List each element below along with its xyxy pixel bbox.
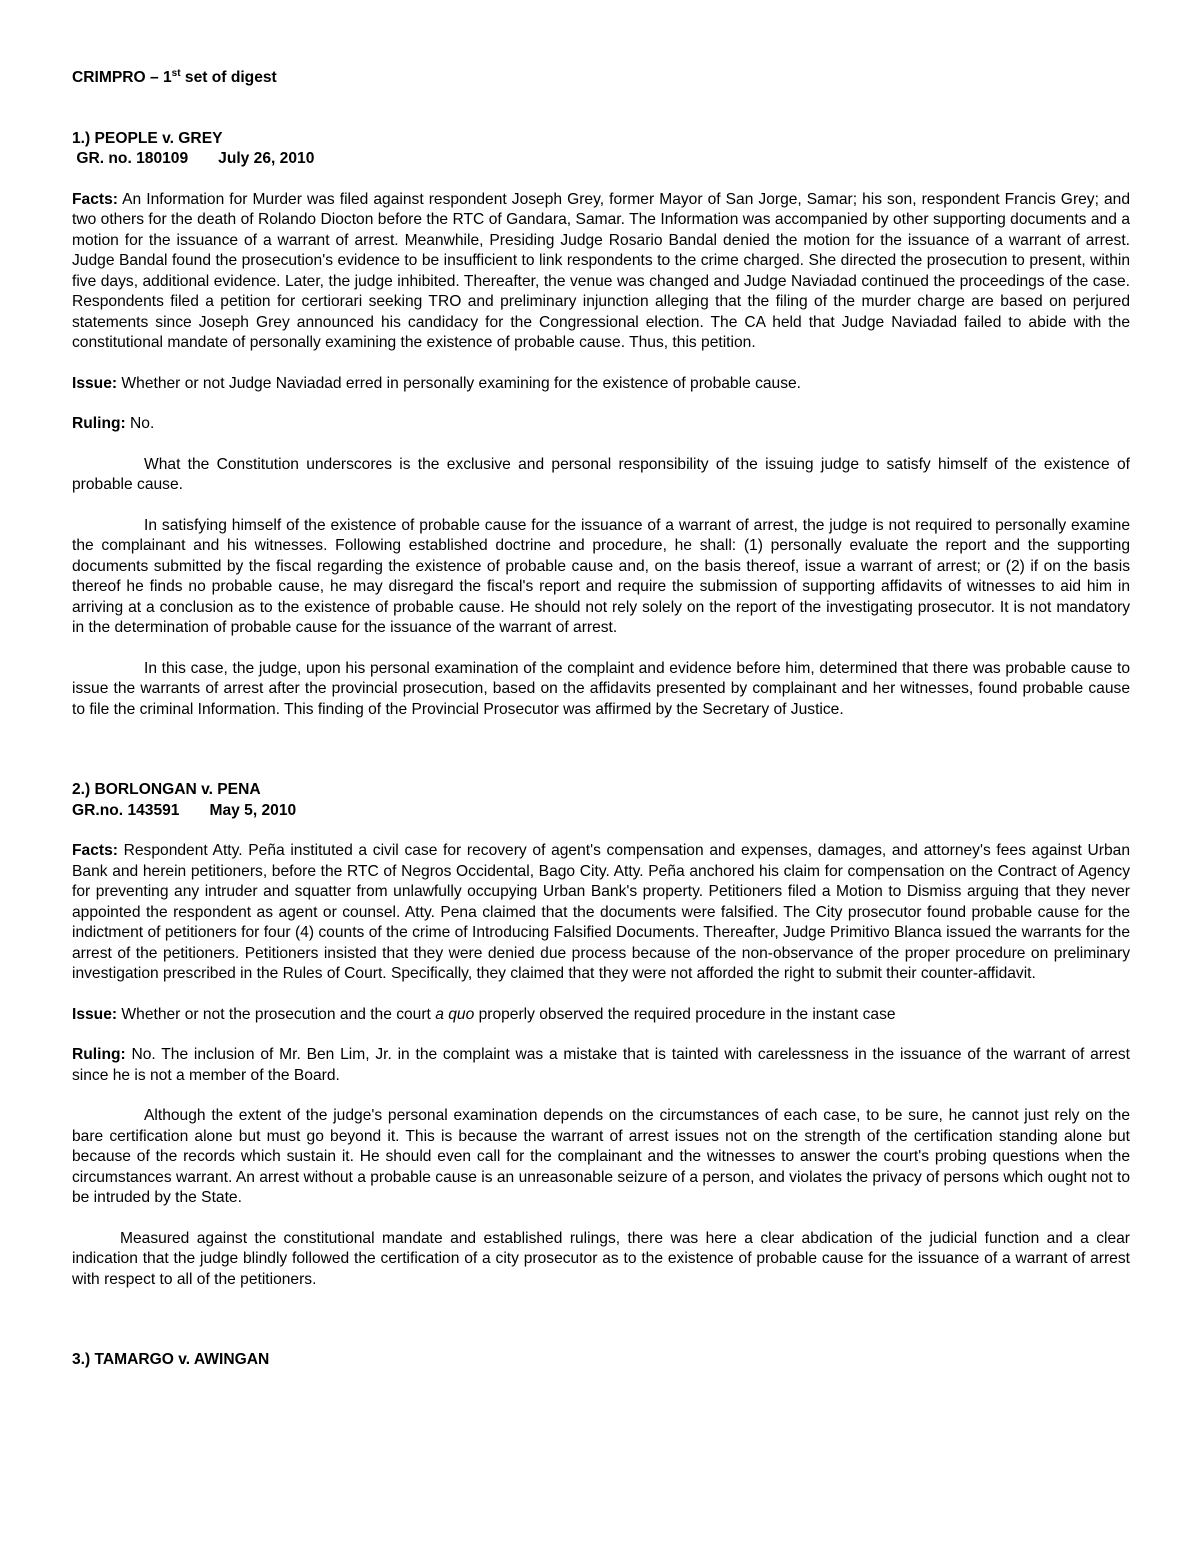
facts-text: An Information for Murder was filed against respondent Joseph Grey, former Mayor of San Jorge, Samar; his son, respondent Francis Grey; and two others for the death of Rolando Diocton before the RTC of Gandara, Samar. The Information was accompanied by other supporting documents and a motion for the issuance of a warrant of arrest. Meanwhile, Presiding Judge Rosario Bandal denied the motion for the issuance of a warrant of arrest. Judge Bandal found the prosecution's evidence to be insufficient to link respondents to the crime charged. She directed the prosecution to present, within five days, additional evidence. Later, the judge inhibited. Thereafter, the venue was changed and Judge Naviadad continued the proceedings of the case. Respondents filed a petition for certiorari seeking TRO and preliminary injunction alleging that the filing of the murder charge are based on perjured statements since Joseph Grey announced his candidacy for the Congressional election. The CA held that Judge Naviadad failed to abide with the constitutional mandate of personally examining the existence of probable cause. Thus, this petition. xyxy=(72,190,1130,351)
ruling-paragraph: In this case, the judge, upon his personal examination of the complaint and evidence before him, determined that there was probable cause to issue the warrants of arrest after the provincial prosecution, based on the affidavits presented by complainant and her witnesses, found probable cause to file the criminal Information. This finding of the Provincial Prosecutor was affirmed by the Secretary of Justice. xyxy=(72,659,1130,718)
case-issue xyxy=(72,1005,1130,1026)
case-2 xyxy=(72,780,1130,1290)
ruling-paragraph: In satisfying himself of the existence of probable cause for the issuance of a warrant of arrest, the judge is not required to personally examine the complainant and his witnesses. Following established doctrine and procedure, he shall: (1) personally evaluate the report and the supporting documents submitted by the fiscal regarding the existence of probable cause and, on the basis thereof, issue a warrant of arrest; or (2) if on the basis thereof he finds no probable cause, he may disregard the fiscal's report and require the submission of supporting affidavits of witnesses to aid him in arriving at a conclusion as to the existence of probable cause. He should not rely solely on the report of the investigating prosecutor. It is not mandatory in the determination of probable cause for the issuance of the warrant of arrest. xyxy=(72,516,1130,636)
issue-label: Issue: xyxy=(72,1005,118,1023)
ruling-label: Ruling: xyxy=(72,415,126,432)
case-ruling xyxy=(72,1045,1130,1086)
document-title-suffix: set of digest xyxy=(180,69,277,86)
case-reference xyxy=(72,149,1130,170)
facts-label: Facts: xyxy=(72,190,118,208)
document-title xyxy=(72,68,1130,89)
case-separator xyxy=(72,740,1130,780)
document-title-superscript: st xyxy=(171,68,181,79)
case-date: May 5, 2010 xyxy=(209,801,297,819)
ruling-paragraph: Although the extent of the judge's personal examination depends on the circumstances of each case, to be sure, he cannot just rely on the bare certification alone but must go beyond it. This is because the warrant of arrest issues not on the strength of the certification standing alone but because of the records which sustain it. He should even call for the complainant and the witnesses to answer the court's probing questions when the circumstances warrant. An arrest without a probable cause is an unreasonable seizure of a person, and violates the privacy of persons which ought not to be intruded by the State. xyxy=(72,1107,1130,1206)
case-facts xyxy=(72,190,1130,354)
case-reference xyxy=(72,801,1130,822)
ruling-paragraph: What the Constitution underscores is the exclusive and personal responsibility of the issuing judge to satisfy himself of the existence of probable cause. xyxy=(72,455,1130,493)
ruling-text: No. The inclusion of Mr. Ben Lim, Jr. in the complaint was a mistake that is tainted with carelessness in the issuance of the warrant of arrest since he is not a member of the Board. xyxy=(72,1046,1130,1084)
ruling-text: No. xyxy=(130,415,155,432)
case-heading: 2.) BORLONGAN v. PENA xyxy=(72,781,261,798)
case-heading: 3.) TAMARGO v. AWINGAN xyxy=(72,1351,270,1368)
facts-text: Respondent Atty. Peña instituted a civil case for recovery of agent's compensation and expenses, damages, and attorney's fees against Urban Bank and herein petitioners, before the RTC of Negros Occidental, Bago City. Atty. Peña anchored his claim for compensation on the Contract of Agency for preventing any intruder and squatter from unlawfully occupying Urban Bank's property. Petitioners filed a Motion to Dismiss arguing that they never appointed the respondent as agent or counsel. Atty. Pena claimed that the documents were falsified. The City prosecutor found probable cause for the indictment of petitioners for four (4) counts of the crime of Introducing Falsified Documents. Thereafter, Judge Primitivo Blanca issued the warrants for the arrest of the petitioners. Petitioners insisted that they were denied due process because of the non-observance of the proper procedure on preliminary investigation prescribed in the Rules of Court. Specifically, they claimed that they were not afforded the right to submit their counter-affidavit. xyxy=(72,842,1130,982)
case-gr-number: GR.no. 143591 xyxy=(72,801,180,819)
case-separator xyxy=(72,1310,1130,1350)
issue-text-italic: a quo xyxy=(435,1005,475,1023)
document-page xyxy=(72,68,1130,1371)
case-gr-number: GR. no. 180109 xyxy=(72,150,189,167)
issue-label: Issue: xyxy=(72,374,118,392)
case-ruling xyxy=(72,414,1130,435)
case-1 xyxy=(72,129,1130,721)
case-3 xyxy=(72,1350,1130,1371)
issue-text: Whether or not Judge Naviadad erred in personally examining for the existence of probable cause. xyxy=(121,374,802,392)
document-title-prefix: CRIMPRO – 1 xyxy=(72,69,172,86)
facts-label: Facts: xyxy=(72,842,118,859)
case-facts xyxy=(72,841,1130,985)
case-date: July 26, 2010 xyxy=(218,150,315,167)
issue-text-after: properly observed the required procedure in the instant case xyxy=(474,1005,896,1023)
ruling-paragraph: Measured against the constitutional mandate and established rulings, there was here a clear abdication of the judicial function and a clear indication that the judge blindly followed the certification of a city prosecutor as to the existence of probable cause for the issuance of a warrant of arrest with respect to all of the petitioners. xyxy=(72,1229,1130,1288)
case-issue xyxy=(72,374,1130,395)
issue-text-before: Whether or not the prosecution and the court xyxy=(121,1005,436,1023)
case-heading: 1.) PEOPLE v. GREY xyxy=(72,129,223,147)
ruling-label: Ruling: xyxy=(72,1046,126,1063)
